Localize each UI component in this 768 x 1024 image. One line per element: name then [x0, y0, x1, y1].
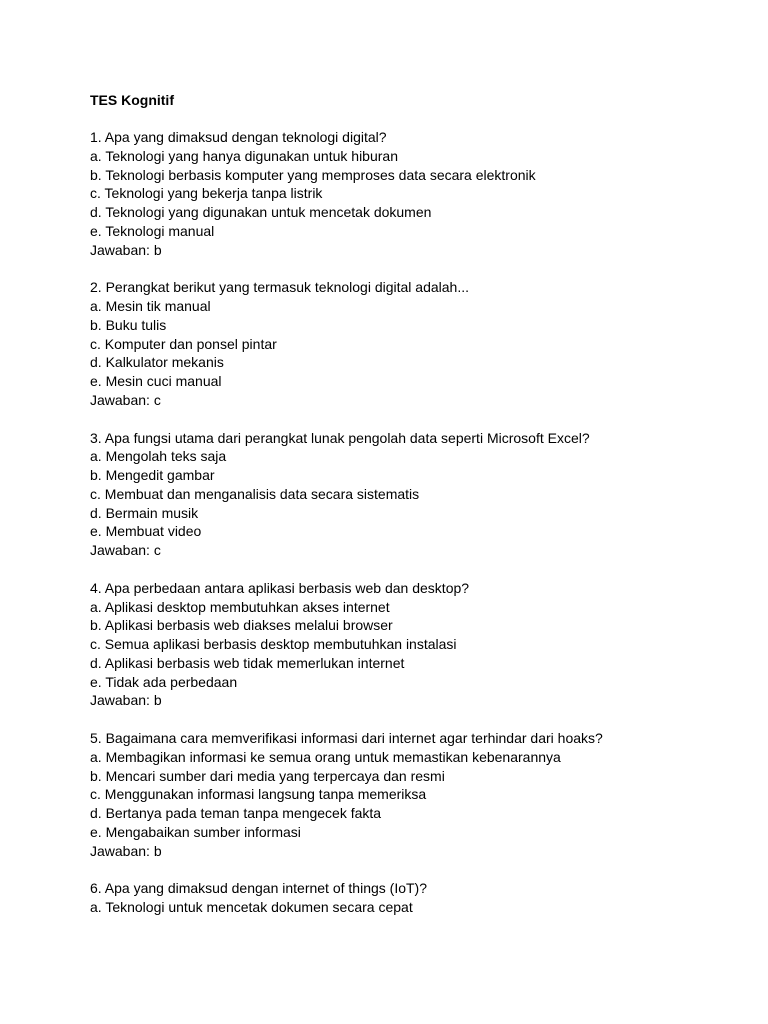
answer-key: Jawaban: c [90, 391, 161, 408]
option-b: b. Buku tulis [90, 316, 167, 333]
question-block-1 [90, 128, 768, 259]
option-d: d. Aplikasi berbasis web tidak memerlukan internet [90, 654, 405, 671]
spacer [90, 560, 768, 579]
option-e: e. Mesin cuci manual [90, 373, 222, 389]
question-text: 4. Apa perbedaan antara aplikasi berbasis web dan desktop? [90, 579, 470, 596]
answer-key: Jawaban: c [90, 542, 161, 558]
option-d: d. Kalkulator mekanis [90, 354, 224, 371]
option-b: b. Mengedit gambar [90, 467, 215, 483]
answer-key: Jawaban: b [90, 692, 162, 709]
option-c: c. Semua aplikasi berbasis desktop membutuhkan instalasi [90, 636, 457, 652]
option-d: d. Teknologi yang digunakan untuk mencetak dokumen [90, 204, 432, 220]
question-block-2 [90, 278, 768, 409]
question-text: 2. Perangkat berikut yang termasuk teknologi digital adalah... [90, 279, 470, 296]
option-e: e. Teknologi manual [90, 222, 215, 239]
option-b: b. Aplikasi berbasis web diakses melalui browser [90, 617, 393, 634]
option-a: a. Teknologi untuk mencetak dokumen secara cepat [90, 899, 413, 915]
question-block-3 [90, 429, 768, 560]
option-b: b. Mencari sumber dari media yang terpercaya dan resmi [90, 767, 445, 784]
option-d: d. Bermain musik [90, 504, 199, 521]
question-block-4 [90, 579, 768, 710]
answer-key: Jawaban: b [90, 842, 162, 859]
question-text: 1. Apa yang dimaksud dengan teknologi digital? [90, 129, 387, 145]
option-c: c. Komputer dan ponsel pintar [90, 335, 277, 352]
option-a: a. Mengolah teks saja [90, 448, 227, 465]
spacer [90, 710, 768, 729]
document-title: TES Kognitif [90, 92, 174, 108]
option-a: a. Aplikasi desktop membutuhkan akses internet [90, 598, 390, 615]
spacer [90, 109, 768, 128]
question-block-6 [90, 879, 768, 917]
option-b: b. Teknologi berbasis komputer yang memproses data secara elektronik [90, 166, 536, 183]
spacer [90, 860, 768, 879]
option-c: c. Teknologi yang bekerja tanpa listrik [90, 185, 323, 202]
answer-key: Jawaban: b [90, 241, 162, 258]
option-a: a. Teknologi yang hanya digunakan untuk hiburan [90, 147, 398, 164]
option-a: a. Mesin tik manual [90, 298, 211, 314]
option-e: e. Membuat video [90, 523, 202, 540]
option-c: c. Menggunakan informasi langsung tanpa memeriksa [90, 786, 427, 803]
option-e: e. Tidak ada perbedaan [90, 673, 238, 690]
question-text: 5. Bagaimana cara memverifikasi informasi dari internet agar terhindar dari hoaks? [90, 730, 603, 746]
question-block-5 [90, 729, 768, 860]
option-a: a. Membagikan informasi ke semua orang untuk memastikan kebenarannya [90, 748, 561, 765]
question-text: 3. Apa fungsi utama dari perangkat lunak pengolah data seperti Microsoft Excel? [90, 429, 590, 446]
option-c: c. Membuat dan menganalisis data secara sistematis [90, 485, 420, 502]
spacer [90, 259, 768, 278]
option-d: d. Bertanya pada teman tanpa mengecek fakta [90, 805, 382, 821]
spacer [90, 410, 768, 429]
option-e: e. Mengabaikan sumber informasi [90, 823, 301, 840]
question-text: 6. Apa yang dimaksud dengan internet of things (IoT)? [90, 880, 427, 897]
